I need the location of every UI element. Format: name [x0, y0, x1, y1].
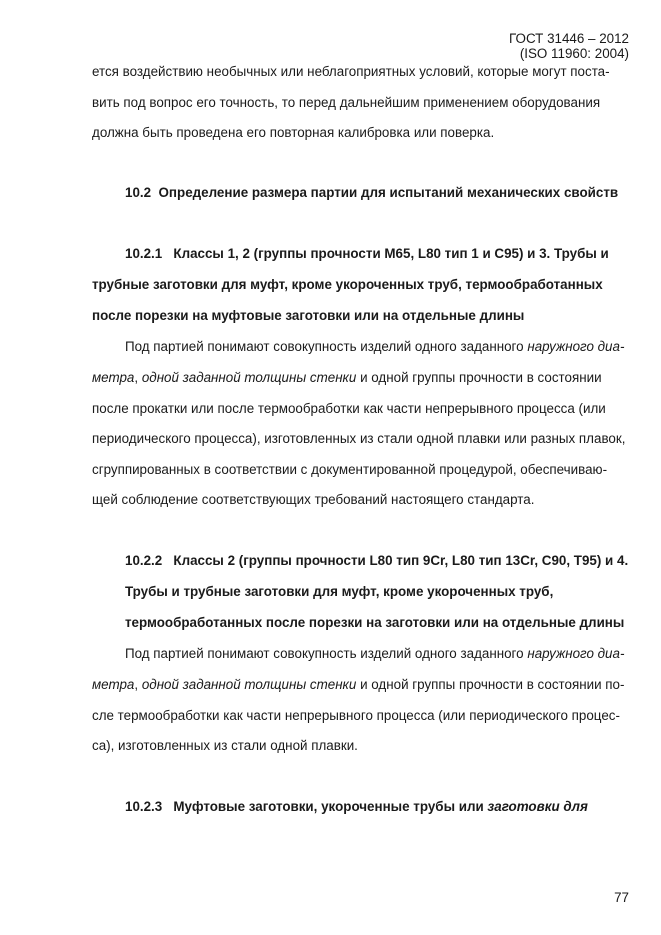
- intro-line-2: вить под вопрос его точность, то перед дальнейшим применением оборудования: [92, 95, 601, 110]
- section-10-2-2-para-line-3: сле термообработки как части непрерывного процесса (или периодического процес-: [92, 708, 620, 723]
- emphasis-span: одной заданной толщины стенки: [141, 370, 357, 385]
- standard-designation: ГОСТ 31446 – 2012: [509, 31, 629, 46]
- section-10-2-heading: [125, 185, 618, 201]
- section-10-2-1-para-line-2: [92, 370, 602, 386]
- emphasis-span: метра: [92, 370, 135, 385]
- intro-line-3: должна быть проведена его повторная калибровка или поверка.: [92, 125, 495, 140]
- section-10-2-1-heading-line-2: трубные заготовки для муфт, кроме укороченных труб, термообработанных: [92, 277, 603, 292]
- emphasis-span: одной заданной толщины стенки: [141, 677, 357, 692]
- page-number: 77: [614, 890, 629, 905]
- section-number: 10.2: [125, 185, 152, 200]
- text-span: ,: [134, 370, 142, 385]
- text-span: Под партией понимают совокупность изделий одного заданного: [125, 646, 528, 661]
- section-number: 10.2.3: [125, 799, 163, 814]
- section-10-2-1-para-line-3: после прокатки или после термообработки как части непрерывного процесса (или: [92, 401, 606, 416]
- iso-designation: (ISO 11960: 2004): [519, 46, 629, 61]
- section-10-2-1-para-line-5: сгруппированных в соответствии с документированной процедурой, обеспечиваю-: [92, 462, 608, 477]
- section-10-2-2-heading-line-2: Трубы и трубные заготовки для муфт, кроме укороченных труб,: [125, 584, 554, 599]
- text-span: ,: [134, 677, 142, 692]
- section-title: Определение размера партии для испытаний механических свойств: [158, 185, 619, 200]
- section-10-2-2-para-line-2: [92, 677, 624, 693]
- section-number: 10.2.2: [125, 553, 163, 568]
- emphasis-span: наружного диа-: [527, 339, 625, 354]
- section-10-2-3-heading: [125, 799, 588, 815]
- heading-text: Муфтовые заготовки, укороченные трубы или: [173, 799, 488, 814]
- text-span: и одной группы прочности в состоянии по-: [356, 677, 625, 692]
- section-10-2-2-heading-line-3: термообработанных после порезки на заготовки или на отдельные длины: [125, 615, 625, 630]
- section-10-2-2-heading-line-1: [125, 553, 628, 569]
- heading-emphasis: заготовки для: [487, 799, 588, 814]
- document-header: [509, 31, 629, 61]
- heading-text: Классы 1, 2 (группы прочности М65, L80 тип 1 и С95) и 3. Трубы и: [173, 246, 609, 261]
- text-span: Под партией понимают совокупность изделий одного заданного: [125, 339, 528, 354]
- section-10-2-1-heading-line-1: [125, 246, 609, 262]
- section-10-2-1-para-line-6: щей соблюдение соответствующих требований настоящего стандарта.: [92, 492, 535, 507]
- emphasis-span: наружного диа-: [527, 646, 625, 661]
- section-10-2-1-para-line-4: периодического процесса), изготовленных из стали одной плавки или разных плавок,: [92, 431, 626, 446]
- section-10-2-2-para-line-1: [125, 646, 624, 662]
- intro-line-1: ется воздействию необычных или неблагоприятных условий, которые могут поста-: [92, 64, 610, 79]
- heading-text: Классы 2 (группы прочности L80 тип 9Cr, L80 тип 13Cr, С90, Т95) и 4.: [173, 553, 629, 568]
- emphasis-span: метра: [92, 677, 135, 692]
- section-number: 10.2.1: [125, 246, 163, 261]
- text-span: и одной группы прочности в состоянии: [356, 370, 602, 385]
- section-10-2-1-para-line-1: [125, 339, 624, 355]
- section-10-2-1-heading-line-3: после порезки на муфтовые заготовки или на отдельные длины: [92, 308, 525, 323]
- section-10-2-2-para-line-4: са), изготовленных из стали одной плавки.: [92, 738, 358, 753]
